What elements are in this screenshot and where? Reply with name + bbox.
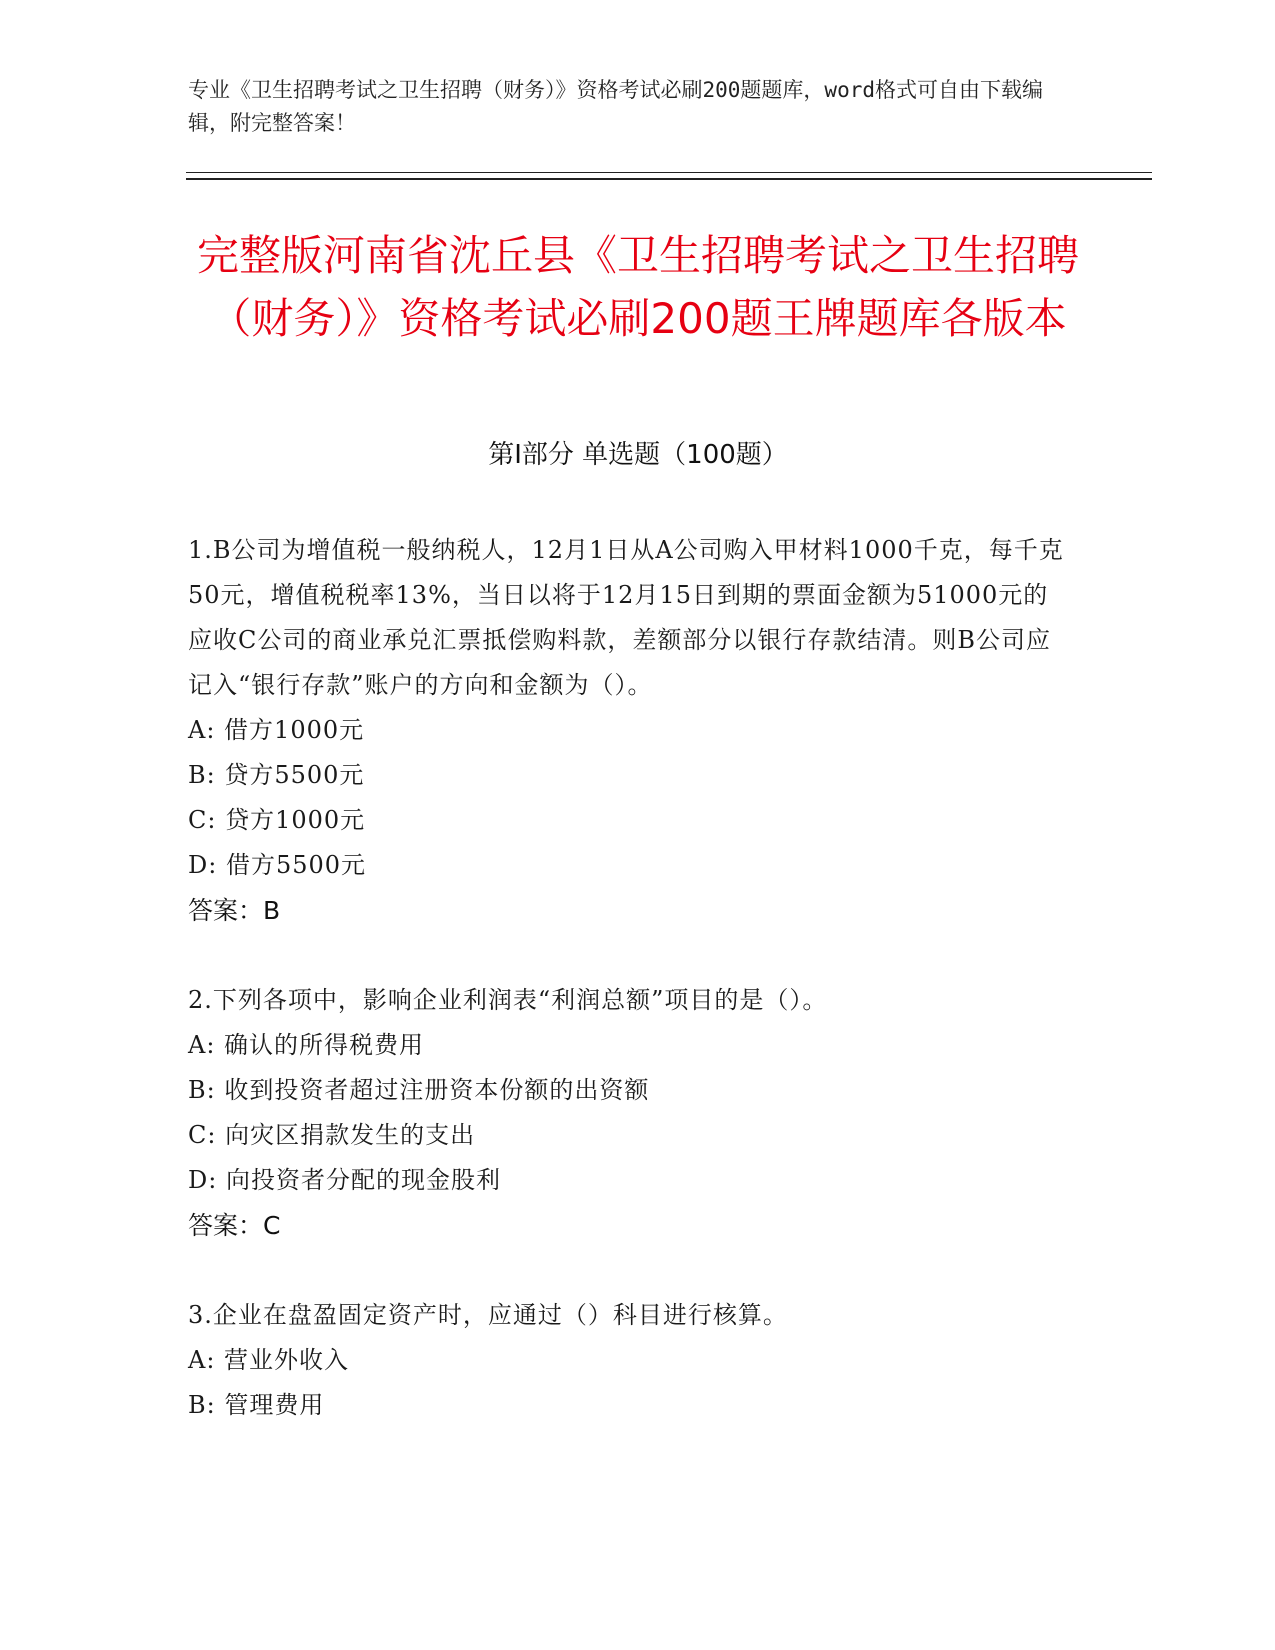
answer: 答案：B — [188, 896, 281, 925]
question-spacer — [188, 933, 1068, 978]
answer: 答案：C — [188, 1211, 281, 1240]
option-d: D: 借方5500元 — [188, 851, 367, 879]
option-d: D: 向投资者分配的现金股利 — [188, 1166, 501, 1194]
option-c: C: 向灾区捐款发生的支出 — [188, 1121, 476, 1149]
question-text: 3.企业在盘盈固定资产时，应通过（）科目进行核算。 — [188, 1301, 788, 1329]
option-a: A: 确认的所得税费用 — [188, 1031, 425, 1059]
option-a: A: 借方1000元 — [188, 716, 365, 744]
option-a: A: 营业外收入 — [188, 1346, 350, 1374]
section-heading: 第Ⅰ部分 单选题（100题） — [488, 440, 788, 470]
header-note: 专业《卫生招聘考试之卫生招聘（财务）》资格考试必刷200题题库，word格式可自由下载编辑，附完整答案！ — [188, 78, 1043, 135]
document-title: 完整版河南省沈丘县《卫生招聘考试之卫生招聘（财务）》资格考试必刷200题王牌题库各版本 — [196, 231, 1079, 343]
option-b: B: 管理费用 — [188, 1391, 325, 1419]
option-b: B: 收到投资者超过注册资本份额的出资额 — [188, 1076, 650, 1104]
question-text: 2.下列各项中，影响企业利润表“利润总额”项目的是（）。 — [188, 986, 828, 1014]
question-1 — [188, 528, 1068, 933]
option-c: C: 贷方1000元 — [188, 806, 366, 834]
question-spacer — [188, 1248, 1068, 1293]
header-divider-thick — [186, 178, 1152, 180]
option-b: B: 贷方5500元 — [188, 761, 365, 789]
question-2 — [188, 978, 1068, 1248]
header-divider-thin — [186, 172, 1152, 173]
question-text: 1.B公司为增值税一般纳税人，12月1日从A公司购入甲材料1000千克，每千克50元，增值税税率13%，当日以将于12月15日到期的票面金额为51000元的应收C公司的商业承兑汇票抵偿购料款，差额部分以银行存款结清。则B公司应记入“银行存款”账户的方向和金额为（）。 — [188, 536, 1064, 699]
question-3 — [188, 1293, 1068, 1428]
question-list — [188, 528, 1068, 1428]
